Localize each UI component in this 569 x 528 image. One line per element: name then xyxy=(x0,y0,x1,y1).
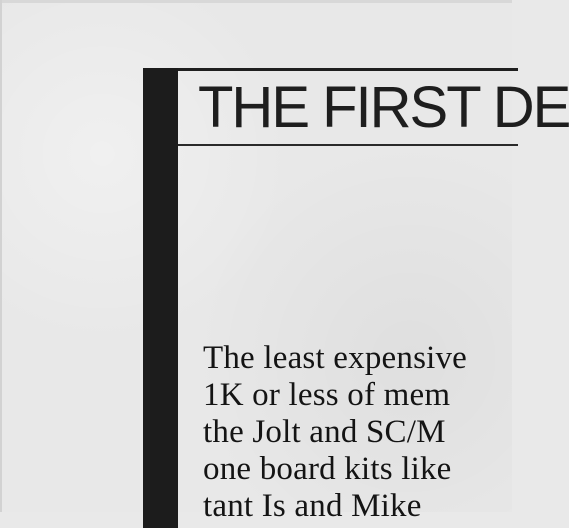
title-box xyxy=(178,68,569,146)
article-title: THE FIRST DE xyxy=(198,75,569,140)
body-line-5: tant Is and Mike xyxy=(203,488,422,524)
body-line-1: The least expensive xyxy=(203,340,468,376)
body-line-3: the Jolt and SC/M xyxy=(203,414,446,450)
body-line-2: 1K or less of mem xyxy=(203,377,451,413)
article-body xyxy=(203,340,563,525)
page-left-edge xyxy=(0,0,2,512)
page-top-edge xyxy=(0,0,512,3)
black-side-bar xyxy=(143,68,178,528)
body-line-4: one board kits like xyxy=(203,451,452,487)
